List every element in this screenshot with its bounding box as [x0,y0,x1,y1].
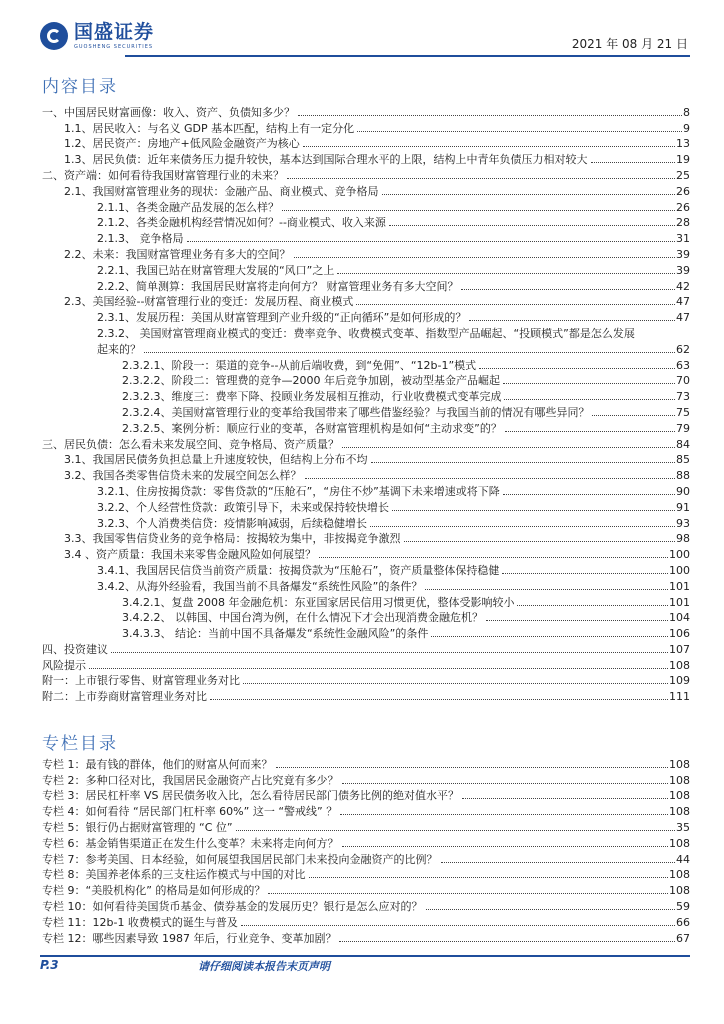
entry-page-number: 101 [669,595,690,609]
toc-entry[interactable] [0,308,690,324]
entry-page-number: 111 [669,690,690,704]
logo-english: GUOSHENG SECURITIES [74,44,154,50]
dot-leader [503,383,675,384]
entry-page-number: 88 [676,469,690,483]
toc-entry[interactable] [0,609,690,625]
entry-page-number: 91 [676,500,690,514]
entry-title: 3.4.1、我国居民信贷当前资产质量：按揭贷款为“压舱石”，资产质量整体保持稳健 [97,563,500,577]
toc-entry[interactable] [0,881,690,897]
entry-title: 2.2、未来：我国财富管理业务有多大的空间？ [64,247,291,261]
dot-leader [426,909,676,910]
entry-page-number: 9 [683,121,690,135]
toc-entry[interactable] [0,913,690,929]
dot-leader [89,668,668,669]
toc-entry[interactable] [0,787,690,803]
entry-title: 2.1、我国财富管理业务的现状：金融产品、商业模式、竞争格局 [64,184,379,198]
entry-page-number: 84 [676,437,690,451]
entry-title: 专栏 4：如何看待 “居民部门杠杆率 60%” 这一 “警戒线” ？ [42,805,338,819]
dot-leader [431,636,668,637]
dot-leader [382,194,676,195]
toc-entry[interactable] [0,340,690,356]
dot-leader [187,241,676,242]
toc-entry[interactable] [0,245,690,261]
entry-page-number: 44 [676,852,690,866]
entry-page-number: 108 [669,658,690,672]
toc-entry[interactable] [0,166,690,182]
toc-entry[interactable] [0,771,690,787]
dot-leader [276,767,669,768]
dot-leader [425,589,668,590]
toc-entry[interactable] [0,834,690,850]
entry-title: 1.2、居民资产：房地产+低风险金融资产为核心 [64,137,300,151]
entry-title: 2.3、美国经验--财富管理行业的变迁：发展历程、商业模式 [64,295,354,309]
entry-title: 四、投资建议 [42,642,108,656]
toc-entry[interactable] [0,640,690,656]
entry-title: 专栏 1：最有钱的群体，他们的财富从何而来？ [42,757,273,771]
entry-title: 3.1、我国居民债务负担总量上升速度较快，但结构上分布不均 [64,453,368,467]
dot-leader [298,115,682,116]
toc-entry[interactable] [0,261,690,277]
entry-title: 3.4.2.2、 以韩国、中国台湾为例，在什么情况下才会出现消费金融危机？ [122,611,483,625]
dot-leader [502,573,668,574]
entry-title: 专栏 11：12b-1 收费模式的诞生与普及 [42,915,238,929]
entry-title: 2.3.2.2、阶段二：管理费的竞争—2000 年后竞争加剧，被动型基金产品崛起 [122,374,500,388]
entry-page-number: 108 [669,789,690,803]
toc-entry[interactable] [0,514,690,530]
toc-title: 内容目录 [42,77,118,97]
dot-leader [370,526,675,527]
footer-divider [40,955,690,957]
entry-title: 2.1.2、各类金融机构经营情况如何？--商业模式、收入来源 [97,216,386,230]
dot-leader [389,225,675,226]
entry-title: 3.3、我国零售信贷业务的竞争格局：按揭较为集中，非按揭竞争激烈 [64,532,401,546]
report-date: 2021 年 08 月 21 日 [571,37,688,51]
toc-entry[interactable] [0,293,690,309]
entry-page-number: 108 [669,757,690,771]
dot-leader [243,683,668,684]
entry-page-number: 93 [676,516,690,530]
dot-leader [486,620,668,621]
dot-leader [469,320,675,321]
dot-leader [503,494,675,495]
toc-entry[interactable] [0,403,690,419]
dot-leader [268,893,668,894]
entry-title: 3.2.1、住房按揭贷款：零售贷款的“压舱石”，“房住不炒”基调下未来增速或将下降 [97,484,500,498]
logo-name: 国盛证券 [74,21,155,43]
toc-entry[interactable] [0,593,690,609]
entry-page-number: 26 [676,184,690,198]
entry-title: 2.2.1、我国已站在财富管理大发展的“风口”之上 [97,263,335,277]
dot-leader [144,352,675,353]
entry-page-number: 101 [669,579,690,593]
entry-page-number: 39 [676,263,690,277]
toc-entry[interactable] [0,897,690,913]
entry-title: 2.3.2.3、维度三：费率下降、投顾业务发展相互推动，行业收费模式变革完成 [122,390,502,404]
entry-page-number: 85 [676,453,690,467]
entry-page-number: 59 [676,899,690,913]
entry-title: 2.1.1、各类金融产品发展的怎么样？ [97,200,279,214]
dot-leader [305,478,676,479]
dot-leader [319,557,668,558]
toc-entry[interactable] [0,119,690,135]
entry-title: 专栏 8：美国养老体系的三支柱运作模式与中国的对比 [42,868,306,882]
entry-page-number: 104 [669,611,690,625]
entry-title: 专栏 3：居民杠杆率 VS 居民债务收入比，怎么看待居民部门债务比例的绝对值水平？ [42,789,459,803]
dot-leader [309,877,669,878]
entry-title: 一、中国居民财富画像：收入、资产、负债知多少？ [42,105,295,119]
entry-page-number: 108 [669,868,690,882]
entry-page-number: 75 [676,405,690,419]
entry-title: 二、资产端：如何看待我国财富管理行业的未来？ [42,168,284,182]
entry-title: 三、居民负债：怎么看未来发展空间、竞争格局、资产质量？ [42,437,339,451]
entry-title: 起来的？ [97,342,141,356]
page-number: P.3 [40,958,59,972]
dot-leader [479,368,675,369]
entry-title: 专栏 7：参考美国、日本经验，如何展望我国居民部门未来投向金融资产的比例？ [42,852,438,866]
toc-entry[interactable] [0,451,690,467]
toc-entry[interactable] [0,356,690,372]
entry-title: 专栏 6：基金销售渠道正在发生什么变革？未来将走向何方？ [42,836,339,850]
dot-leader [241,925,675,926]
toc-entry[interactable] [0,135,690,151]
entry-page-number: 19 [676,153,690,167]
dot-leader [342,447,675,448]
entry-page-number: 109 [669,674,690,688]
entry-page-number: 98 [676,532,690,546]
toc-entry[interactable] [0,103,690,119]
toc-entry[interactable] [0,482,690,498]
entry-page-number: 107 [669,642,690,656]
dot-leader [340,814,668,815]
entry-title: 2.3.2.1、阶段一：渠道的竞争--从前后端收费，到“免佣”、“12b-1”模式 [122,358,477,372]
dot-leader [342,783,669,784]
toc-entry[interactable] [0,419,690,435]
toc-entry[interactable] [0,387,690,403]
entry-title: 1.1、居民收入：与名义 GDP 基本匹配，结构上有一定分化 [64,121,355,135]
dot-leader [392,510,675,511]
entry-page-number: 66 [676,915,690,929]
entry-title: 专栏 10：如何看待美国货币基金、债券基金的发展历史？银行是怎么应对的？ [42,899,423,913]
entry-title: 2.1.3、 竞争格局 [97,232,184,246]
entry-title: 专栏 9：“美股机构化” 的格局是如何形成的？ [42,884,266,898]
dot-leader [592,415,675,416]
entry-title: 1.3、居民负债：近年来债务压力提升较快，基本达到国际合理水平的上限，结构上中青年负债压力相对较大 [64,153,588,167]
disclaimer: 请仔细阅读本报告末页声明 [198,960,330,973]
logo-icon [40,22,68,50]
entry-page-number: 106 [669,627,690,641]
dot-leader [591,162,676,163]
toc-entry[interactable] [0,214,690,230]
toc-entry[interactable] [0,561,690,577]
entry-title: 3.4.2.1、复盘 2008 年金融危机：东亚国家居民信用习惯更优，整体受影响较小 [122,595,515,609]
entry-title: 3.2.2、个人经营性贷款：政策引导下，未来或保持较快增长 [97,500,389,514]
entry-page-number: 108 [669,805,690,819]
entry-page-number: 79 [676,421,690,435]
toc-entry[interactable] [0,818,690,834]
entry-title: 3.2.3、个人消费类信贷：疫情影响减弱，后续稳健增长 [97,516,367,530]
toc-entry[interactable] [0,150,690,166]
entry-title: 3.4 、资产质量：我国未来零售金融风险如何展望？ [64,548,316,562]
entry-title: 附二：上市券商财富管理业务对比 [42,690,207,704]
entry-title: 3.2、我国各类零售信贷未来的发展空间怎么样？ [64,469,302,483]
dot-leader [404,541,676,542]
table-of-contents [0,103,690,703]
toc-entry[interactable] [0,656,690,672]
entry-page-number: 35 [676,820,690,834]
entry-page-number: 100 [669,563,690,577]
toc-entry[interactable] [0,466,690,482]
toc-entry[interactable] [0,850,690,866]
toc-entry[interactable] [0,372,690,388]
entry-title: 2.3.2.4、美国财富管理行业的变革给我国带来了哪些借鉴经验？与我国当前的情况有哪些异同？ [122,405,590,419]
columns-list [0,755,690,945]
toc-entry[interactable] [0,324,690,340]
entry-title: 2.3.1、发展历程：美国从财富管理到产业升级的“正向循环”是如何形成的？ [97,311,467,325]
entry-title: 2.2.2、简单测算：我国居民财富将走向何方？ 财富管理业务有多大空间？ [97,279,459,293]
dot-leader [504,399,675,400]
dot-leader [339,941,675,942]
toc-entry[interactable] [0,687,690,703]
entry-page-number: 73 [676,390,690,404]
entry-page-number: 25 [676,168,690,182]
dot-leader [505,431,675,432]
entry-page-number: 108 [669,836,690,850]
entry-page-number: 108 [669,884,690,898]
toc-entry[interactable] [0,435,690,451]
header-divider [125,55,690,57]
entry-title: 专栏 2：多种口径对比，我国居民金融资产占比究竟有多少？ [42,773,339,787]
toc-entry[interactable] [0,624,690,640]
entry-page-number: 31 [676,232,690,246]
toc-entry[interactable] [0,182,690,198]
entry-page-number: 90 [676,484,690,498]
dot-leader [111,652,668,653]
entry-title: 专栏 5：银行仍占据财富管理的 “C 位” [42,820,233,834]
dot-leader [356,304,675,305]
dot-leader [210,699,668,700]
entry-title: 附一：上市银行零售、财富管理业务对比 [42,674,240,688]
toc-entry[interactable] [0,577,690,593]
dot-leader [371,462,676,463]
entry-title: 专栏 12：哪些因素导致 1987 年后，行业竞争、变革加剧？ [42,931,337,945]
entry-title: 3.4.2、从海外经验看，我国当前不具备爆发“系统性风险”的条件？ [97,579,423,593]
toc-entry[interactable] [0,866,690,882]
dot-leader [461,289,675,290]
entry-title: 2.3.2.5、案例分析：顺应行业的变革，各财富管理机构是如何“主动求变”的？ [122,421,502,435]
entry-page-number: 28 [676,216,690,230]
dot-leader [357,131,682,132]
company-logo [40,22,154,50]
entry-page-number: 100 [669,548,690,562]
dot-leader [337,273,675,274]
entry-page-number: 26 [676,200,690,214]
toc-entry[interactable] [0,229,690,245]
entry-page-number: 70 [676,374,690,388]
toc-entry[interactable] [0,755,690,771]
entry-title: 风险提示 [42,658,86,672]
dot-leader [294,257,676,258]
entry-page-number: 63 [676,358,690,372]
entry-page-number: 8 [683,105,690,119]
entry-page-number: 67 [676,931,690,945]
entry-page-number: 47 [676,311,690,325]
toc-entry[interactable] [0,498,690,514]
toc-entry[interactable] [0,277,690,293]
entry-page-number: 42 [676,279,690,293]
toc-entry[interactable] [0,929,690,945]
dot-leader [441,862,676,863]
columns-title: 专栏目录 [42,734,118,754]
entry-page-number: 47 [676,295,690,309]
entry-title: 2.3.2、 美国财富管理商业模式的变迁：费率竞争、收费模式变革、指数型产品崛起、“投顾模式”都是怎么发展 [97,326,635,340]
dot-leader [287,178,675,179]
toc-entry[interactable] [0,802,690,818]
entry-page-number: 39 [676,247,690,261]
dot-leader [236,830,675,831]
dot-leader [303,146,675,147]
entry-page-number: 62 [676,342,690,356]
dot-leader [517,605,668,606]
toc-entry[interactable] [0,545,690,561]
toc-entry[interactable] [0,530,690,546]
dot-leader [282,210,675,211]
entry-page-number: 108 [669,773,690,787]
toc-entry[interactable] [0,198,690,214]
dot-leader [342,846,669,847]
entry-title: 3.4.3.3、 结论：当前中国不具备爆发“系统性金融风险”的条件 [122,627,429,641]
toc-entry[interactable] [0,672,690,688]
entry-page-number: 13 [676,137,690,151]
dot-leader [462,798,668,799]
